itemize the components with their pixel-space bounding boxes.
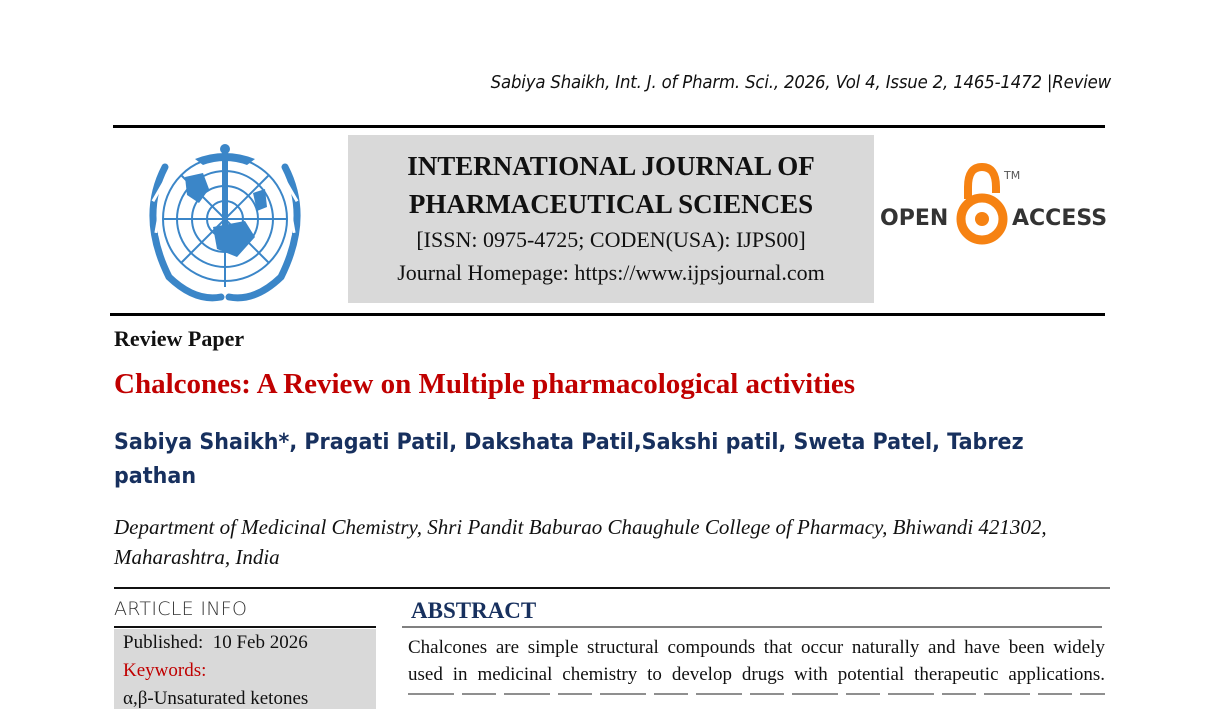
published-row (114, 629, 376, 657)
emblem-icon (125, 137, 325, 307)
abstract-heading: ABSTRACT (411, 598, 537, 623)
abstract-rule (402, 626, 1102, 628)
published-label: Published: (123, 632, 204, 653)
article-info-box (114, 629, 376, 709)
keywords-label: Keywords: (123, 660, 207, 681)
author-list: Sabiya Shaikh*, Pragati Patil, Dakshata Patil,Sakshi patil, Sweta Patel, Tabrez pathan (114, 430, 1024, 489)
article-info-rule (114, 626, 376, 628)
article-type: Review Paper (114, 326, 245, 351)
journal-name-line1: INTERNATIONAL JOURNAL OF (407, 151, 815, 181)
trademark-mark: TM (1004, 169, 1021, 182)
running-header: Sabiya Shaikh, Int. J. of Pharm. Sci., 2026, Vol 4, Issue 2, 1465-1472 |Review (490, 72, 1111, 93)
published-date: 10 Feb 2026 (212, 632, 308, 653)
access-word: ACCESS (1012, 206, 1108, 231)
journal-emblem (125, 137, 325, 307)
journal-masthead (348, 135, 874, 303)
open-access-logo (880, 163, 1108, 251)
open-word: OPEN (880, 206, 949, 231)
journal-name-line2: PHARMACEUTICAL SCIENCES (408, 189, 814, 219)
header-rule-top (113, 125, 1105, 128)
abstract-text (408, 634, 1105, 688)
abstract-line-clipped (408, 687, 1105, 695)
article-title: Chalcones: A Review on Multiple pharmacological activities (114, 368, 856, 400)
affiliation: Department of Medicinal Chemistry, Shri Pandit Baburao Chaughule College of Pharmacy, Bhiwandi 421302, Maharashtra, India (114, 515, 1047, 569)
header-rule-bottom (110, 313, 1105, 316)
keyword-item: α,β-Unsaturated ketones (123, 688, 309, 709)
article-info-heading: ARTICLE INFO (114, 598, 248, 620)
abstract-line-1: Chalcones are simple structural compounds that occur naturally and have been widely (408, 637, 1105, 658)
journal-homepage[interactable]: Journal Homepage: https://www.ijpsjournal.com (397, 260, 825, 285)
section-divider (114, 587, 1110, 589)
open-access-lock-icon (961, 167, 1003, 240)
abstract-line-2: used in medicinal chemistry to develop drugs with potential therapeutic applications. (408, 664, 1105, 685)
issn-coden: [ISSN: 0975-4725; CODEN(USA): IJPS00] (416, 227, 806, 252)
